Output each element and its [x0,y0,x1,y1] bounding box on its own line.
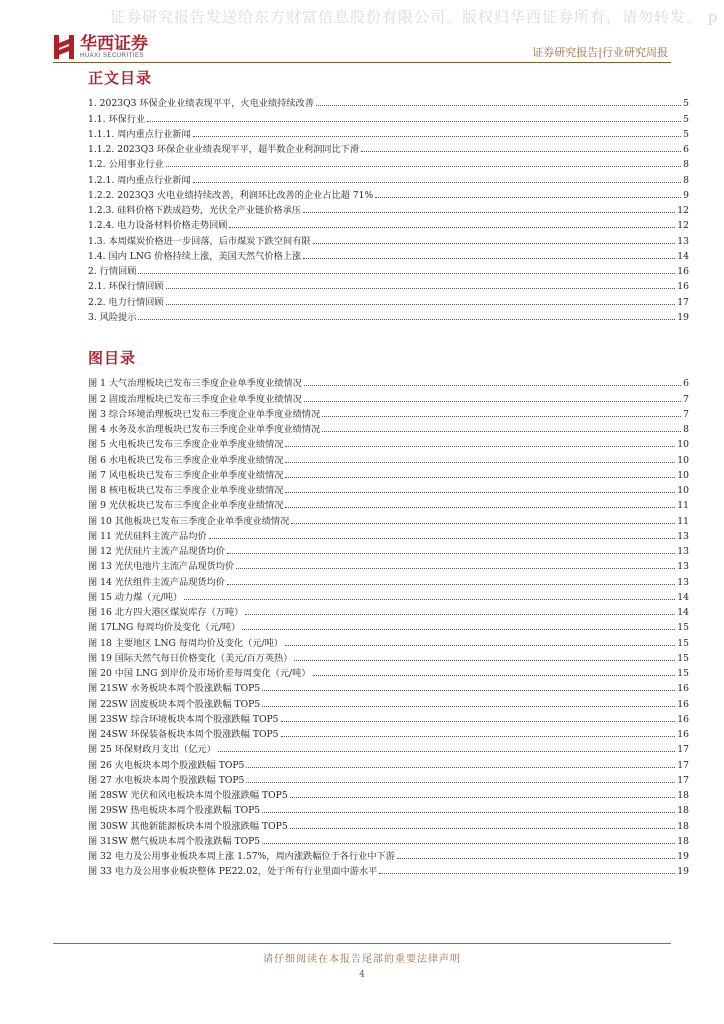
toc-entry-page: 17 [677,744,689,756]
toc-entry-page: 16 [677,729,689,740]
toc-leader-dots [138,319,675,320]
brand-name-en: HUAXI SECURITIES [80,53,145,59]
toc-entry-label: 图 33 电力及公用事业板块整体 PE22.02，处于所有行业里面中游水平 [88,866,378,878]
toc-entry-label: 图 16 北方四大港区煤炭库存（万吨） [88,607,244,618]
toc-entry[interactable] [88,618,689,633]
toc-entry-label: 图 31SW 燃气板块本周个股涨跌幅 TOP5 [88,835,261,847]
toc-entry[interactable] [88,511,689,526]
toc-leader-dots [281,736,676,737]
toc-entry[interactable] [88,277,689,292]
toc-entry[interactable] [88,542,689,557]
toc-entry-label: 图 15 动力煤（元/吨） [88,591,183,603]
toc-entry[interactable] [88,740,689,755]
toc-entry-label: 图 9 光伏板块已发布三季度企业单季度业绩情况 [88,500,284,512]
toc-leader-dots [304,385,681,386]
toc-entry-label: 图 25 环保财政月支出（亿元） [88,744,216,756]
toc-entry-label: 3. 风险提示 [88,311,137,323]
toc-entry-label: 1.1.1. 周内重点行业新闻 [88,128,191,140]
toc-entry-label: 图 22SW 固废板块本周个股涨跌幅 TOP5 [88,698,261,710]
toc-leader-dots [262,690,675,691]
toc-leader-dots [262,812,675,813]
toc-entry-label: 图 23SW 综合环境板块本周个股涨跌幅 TOP5 [88,713,279,725]
toc-leader-dots [262,706,675,707]
toc-entry-label: 图 5 火电板块已发布三季度企业单季度业绩情况 [88,439,284,451]
toc-leader-dots [290,797,676,798]
toc-entry-page: 5 [683,128,689,140]
toc-figures-title: 图目录 [88,349,137,367]
toc-leader-dots [322,431,681,432]
toc-entry[interactable] [88,694,689,709]
toc-entry-label: 图 7 风电板块已发布三季度企业单季度业绩情况 [88,469,284,481]
toc-main-title: 正文目录 [88,69,153,87]
brand-name-cn: 华西证券 [80,34,148,54]
toc-entry-label: 图 10 其他板块已发布三季度企业单季度业绩情况 [88,515,290,527]
toc-leader-dots [361,151,681,152]
toc-entry-page: 6 [683,144,689,155]
toc-entry[interactable] [88,847,689,862]
toc-entry-label: 图 17LNG 每周均价及变化（元/吨） [88,622,241,634]
toc-entry[interactable] [88,588,689,603]
toc-leader-dots [147,121,681,122]
toc-entry-page: 16 [677,713,689,725]
toc-entry[interactable] [88,292,689,307]
toc-entry-label: 图 13 光伏电池片主流产品现货均价 [88,561,235,573]
toc-leader-dots [262,843,675,844]
toc-main-list [88,94,689,323]
toc-leader-dots [285,645,675,646]
toc-entry-page: 15 [677,652,689,664]
toc-entry-label: 图 3 综合环境治理板块已发布三季度企业单季度业绩情况 [88,408,321,420]
toc-entry-label: 1.1. 环保行业 [88,113,146,125]
toc-entry-page: 11 [677,515,689,527]
toc-entry-label: 图 6 水电板块已发布三季度企业单季度业绩情况 [88,454,284,466]
toc-leader-dots [245,614,675,615]
toc-entry-page: 13 [677,235,689,247]
toc-entry[interactable] [88,786,689,801]
toc-entry-label: 图 4 水务及水治理板块已发布三季度企业单季度业绩情况 [88,424,321,435]
watermark-text: 证券研究报告发送给东方财富信息股份有限公司。版权归华西证券所有，请勿转发。 p [110,8,719,26]
toc-entry-label: 图 26 火电板块本周个股涨跌幅 TOP5 [88,759,245,771]
toc-leader-dots [294,660,675,661]
legal-notice: 请仔细阅读在本报告尾部的重要法律声明 [263,954,461,965]
toc-entry-label: 图 30SW 其他新能源板块本周个股涨跌幅 TOP5 [88,820,288,832]
toc-entry-page: 18 [677,820,689,832]
toc-entry[interactable] [88,247,689,262]
toc-entry-label: 2. 行情回顾 [88,266,137,277]
toc-leader-dots [218,751,676,752]
toc-entry-label: 图 24SW 环保装备板块本周个股涨跌幅 TOP5 [88,729,279,740]
toc-leader-dots [227,584,675,585]
toc-entry-label: 1.2.3. 硅料价格下跌成趋势，光伏全产业链价格承压 [88,205,301,216]
toc-leader-dots [193,136,681,137]
toc-leader-dots [290,828,676,829]
toc-entry[interactable] [88,262,689,277]
toc-entry-label: 1.2.4. 电力设备材料价格走势回顾 [88,220,228,232]
toc-entry-page: 16 [677,683,689,695]
toc-entry-page: 17 [677,296,689,308]
toc-leader-dots [209,538,676,539]
toc-entry-page: 13 [677,576,689,588]
toc-leader-dots [397,858,675,859]
toc-entry[interactable] [88,308,689,323]
toc-entry-page: 19 [677,866,689,878]
toc-entry-page: 10 [677,469,689,481]
toc-entry[interactable] [88,816,689,831]
toc-entry-page: 16 [677,281,689,293]
toc-entry-page: 9 [683,189,689,201]
toc-entry[interactable] [88,755,689,770]
toc-entry[interactable] [88,862,689,877]
toc-entry-page: 16 [677,698,689,710]
toc-entry[interactable] [88,572,689,587]
toc-entry-label: 1.4. 国内 LNG 价格持续上涨，美国天然气价格上涨 [88,250,302,262]
toc-entry-page: 16 [677,266,689,277]
toc-leader-dots [166,166,682,167]
toc-leader-dots [285,477,675,478]
toc-entry-page: 19 [677,851,689,862]
toc-entry-label: 1.1.2. 2023Q3 环保企业业绩表现平平，超半数企业利润同比下滑 [88,144,360,155]
toc-entry-page: 14 [677,607,689,618]
toc-entry[interactable] [88,231,689,246]
toc-leader-dots [322,416,681,417]
toc-entry[interactable] [88,94,689,109]
toc-entry-page: 8 [683,174,689,186]
toc-entry-page: 13 [677,561,689,573]
toc-entry-page: 10 [677,439,689,451]
toc-entry-label: 2.2. 电力行情回顾 [88,296,164,308]
toc-entry[interactable] [88,374,689,389]
toc-leader-dots [184,599,675,600]
toc-leader-dots [316,105,681,106]
huaxi-logo-icon [53,34,75,60]
toc-leader-dots [236,568,675,569]
toc-entry-page: 10 [677,454,689,466]
toc-entry-label: 2.1. 环保行情回顾 [88,281,164,293]
toc-entry-page: 7 [683,408,689,420]
toc-entry[interactable] [88,649,689,664]
toc-leader-dots [303,258,675,259]
toc-entry[interactable] [88,633,689,648]
toc-entry-label: 图 32 电力及公用事业板块本周上涨 1.57%，周内涨跌幅位于各行业中下游 [88,851,395,862]
toc-entry-label: 1.2.1. 周内重点行业新闻 [88,174,191,186]
toc-entry-label: 图 18 主要地区 LNG 每周均价及变化（元/吨） [88,637,283,649]
header-divider [53,62,671,63]
toc-entry[interactable] [88,389,689,404]
toc-entry[interactable] [88,450,689,465]
toc-entry[interactable] [88,155,689,170]
footer-divider [53,943,671,944]
toc-leader-dots [375,197,681,198]
toc-entry-page: 13 [677,530,689,542]
toc-leader-dots [166,288,676,289]
toc-entry-page: 15 [677,668,689,679]
page-number: 4 [359,970,365,980]
toc-entry[interactable] [88,603,689,618]
toc-entry[interactable] [88,664,689,679]
toc-entry-label: 图 28SW 光伏和风电板块本周个股涨跌幅 TOP5 [88,790,288,801]
toc-entry-page: 6 [683,378,689,390]
toc-entry[interactable] [88,125,689,140]
toc-entry-page: 18 [677,805,689,817]
toc-leader-dots [246,767,675,768]
toc-leader-dots [291,523,675,524]
toc-leader-dots [313,675,676,676]
toc-entry-label: 1.2. 公用事业行业 [88,159,164,171]
toc-entry-page: 18 [677,835,689,847]
toc-entry[interactable] [88,186,689,201]
toc-entry-page: 12 [677,220,689,232]
toc-entry-label: 1. 2023Q3 环保企业业绩表现平平，火电业绩持续改善 [88,98,314,110]
toc-entry-label: 图 11 光伏硅料主流产品均价 [88,530,207,542]
toc-leader-dots [285,462,675,463]
toc-entry-page: 14 [677,591,689,603]
toc-entry[interactable] [88,201,689,216]
toc-entry-page: 5 [683,113,689,125]
toc-entry-page: 8 [683,159,689,171]
toc-entry[interactable] [88,679,689,694]
toc-leader-dots [229,227,675,228]
toc-entry-page: 15 [677,622,689,634]
toc-entry-label: 图 27 水电板块本周个股涨跌幅 TOP5 [88,774,245,786]
toc-entry[interactable] [88,527,689,542]
toc-entry-label: 图 8 核电板块已发布三季度企业单季度业绩情况 [88,485,284,496]
toc-entry-page: 10 [677,485,689,496]
toc-leader-dots [313,243,676,244]
brand-logo [53,34,148,60]
toc-leader-dots [281,721,676,722]
toc-entry-label: 1.3. 本周煤炭价格进一步回落，后市煤炭下跌空间有限 [88,235,311,247]
toc-entry-label: 1.2.2. 2023Q3 火电业绩持续改善，利润环比改善的企业占比超 71% [88,189,374,201]
toc-entry[interactable] [88,725,689,740]
toc-leader-dots [304,401,681,402]
toc-entry[interactable] [88,496,689,511]
toc-leader-dots [303,212,675,213]
toc-leader-dots [242,629,675,630]
toc-entry-label: 图 14 光伏组件主流产品现货均价 [88,576,225,588]
toc-entry-page: 17 [677,774,689,786]
toc-leader-dots [285,507,675,508]
toc-entry[interactable] [88,405,689,420]
toc-entry[interactable] [88,710,689,725]
toc-entry[interactable] [88,435,689,450]
toc-entry[interactable] [88,140,689,155]
toc-leader-dots [166,304,676,305]
toc-entry-page: 7 [683,393,689,405]
toc-entry-page: 8 [683,424,689,435]
toc-entry[interactable] [88,481,689,496]
toc-entry-label: 图 2 固废治理板块已发布三季度企业单季度业绩情况 [88,393,302,405]
toc-figures-list [88,374,689,877]
toc-entry-page: 17 [677,759,689,771]
toc-entry[interactable] [88,832,689,847]
toc-entry-page: 13 [677,546,689,557]
toc-entry-label: 图 20 中国 LNG 到岸价及市场价差每周变化（元/吨） [88,668,311,679]
toc-entry[interactable] [88,109,689,124]
toc-entry-page: 5 [683,98,689,110]
toc-entry[interactable] [88,420,689,435]
toc-leader-dots [379,873,675,874]
toc-entry-page: 18 [677,790,689,801]
toc-entry-page: 12 [677,205,689,216]
toc-entry-label: 图 12 光伏硅片主流产品现货均价 [88,546,225,557]
toc-entry-page: 11 [677,500,689,512]
toc-entry-label: 图 21SW 水务板块本周个股涨跌幅 TOP5 [88,683,261,695]
toc-entry-label: 图 1 大气治理板块已发布三季度企业单季度业绩情况 [88,378,302,390]
toc-entry-page: 14 [677,250,689,262]
toc-entry[interactable] [88,216,689,231]
toc-leader-dots [285,492,675,493]
toc-entry[interactable] [88,801,689,816]
toc-leader-dots [138,273,675,274]
toc-leader-dots [227,553,675,554]
toc-entry-label: 图 29SW 热电板块本周个股涨跌幅 TOP5 [88,805,261,817]
toc-leader-dots [193,182,681,183]
toc-entry[interactable] [88,557,689,572]
toc-leader-dots [246,782,675,783]
toc-entry-label: 图 19 国际天然气每日价格变化（美元/百万英热） [88,652,293,664]
report-type-label: 证券研究报告|行业研究周报 [532,46,668,59]
toc-entry[interactable] [88,466,689,481]
toc-leader-dots [285,446,675,447]
toc-entry[interactable] [88,170,689,185]
toc-entry[interactable] [88,771,689,786]
toc-entry-page: 19 [677,311,689,323]
toc-entry-page: 15 [677,637,689,649]
